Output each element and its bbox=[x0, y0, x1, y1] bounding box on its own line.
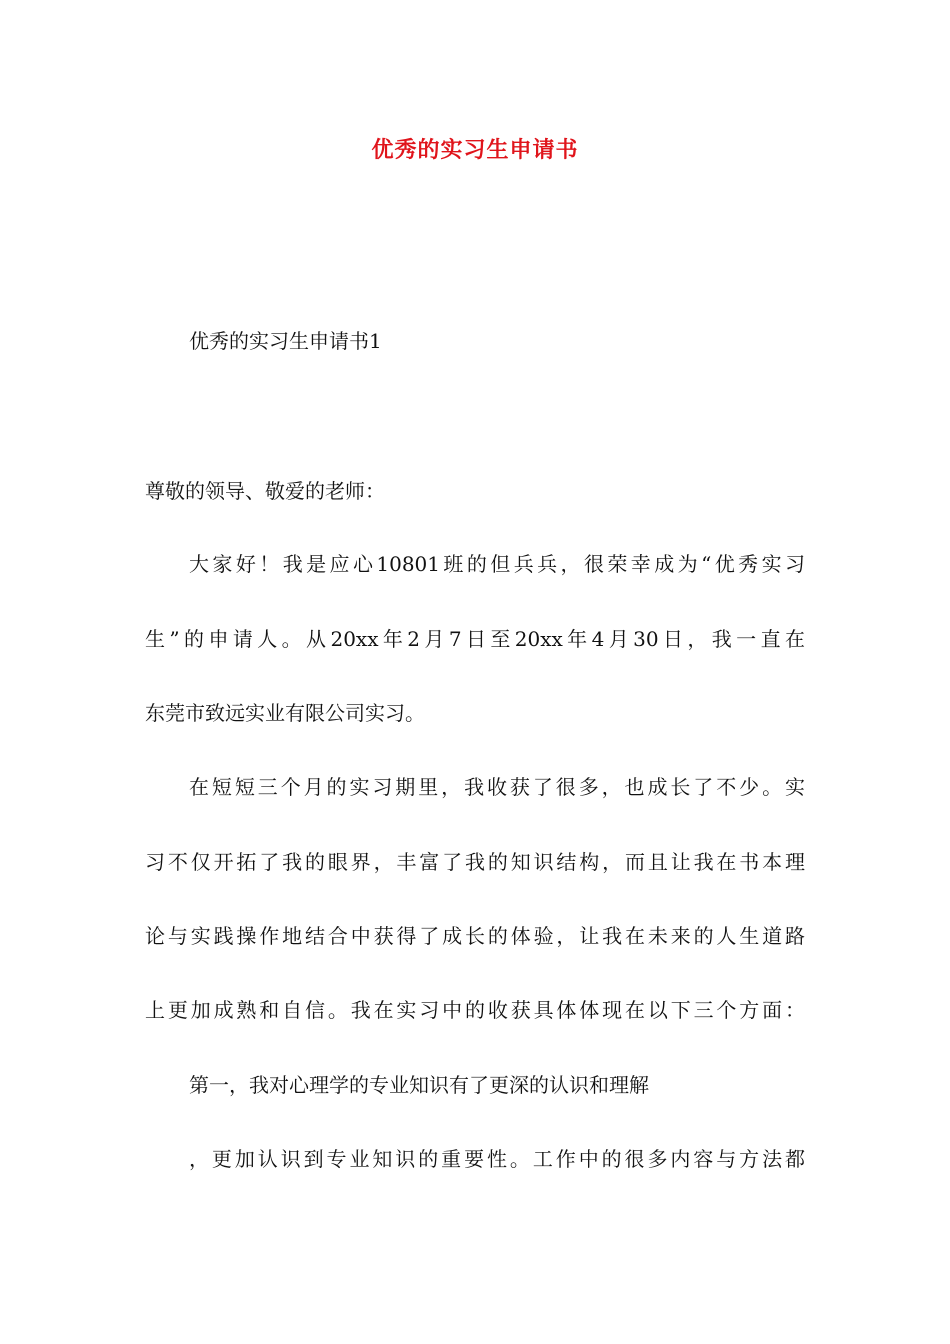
paragraph-2-line-1: 在短短三个月的实习期里，我收获了很多，也成长了不少。实 bbox=[189, 775, 805, 799]
paragraph-2-line-3: 论与实践操作地结合中获得了成长的体验，让我在未来的人生道路 bbox=[145, 924, 805, 948]
paragraph-1-line-3: 东莞市致远实业有限公司实习。 bbox=[145, 701, 425, 725]
paragraph-2-line-4: 上更加成熟和自信。我在实习中的收获具体体现在以下三个方面： bbox=[145, 998, 805, 1022]
paragraph-1-line-2: 生”的申请人。从20xx年2月7日至20xx年4月30日，我一直在 bbox=[145, 627, 805, 651]
salutation: 尊敬的领导、敬爱的老师： bbox=[145, 479, 385, 503]
document-title: 优秀的实习生申请书 bbox=[371, 138, 579, 163]
paragraph-2-line-2: 习不仅开拓了我的眼界，丰富了我的知识结构，而且让我在书本理 bbox=[145, 850, 805, 874]
paragraph-1-line-1: 大家好！我是应心10801班的但兵兵，很荣幸成为“优秀实习 bbox=[189, 552, 805, 576]
point-1-heading: 第一，我对心理学的专业知识有了更深的认识和理解 bbox=[189, 1073, 649, 1097]
paragraph-3-line-1: ，更加认识到专业知识的重要性。工作中的很多内容与方法都 bbox=[189, 1147, 805, 1171]
subheading: 优秀的实习生申请书1 bbox=[189, 329, 382, 353]
